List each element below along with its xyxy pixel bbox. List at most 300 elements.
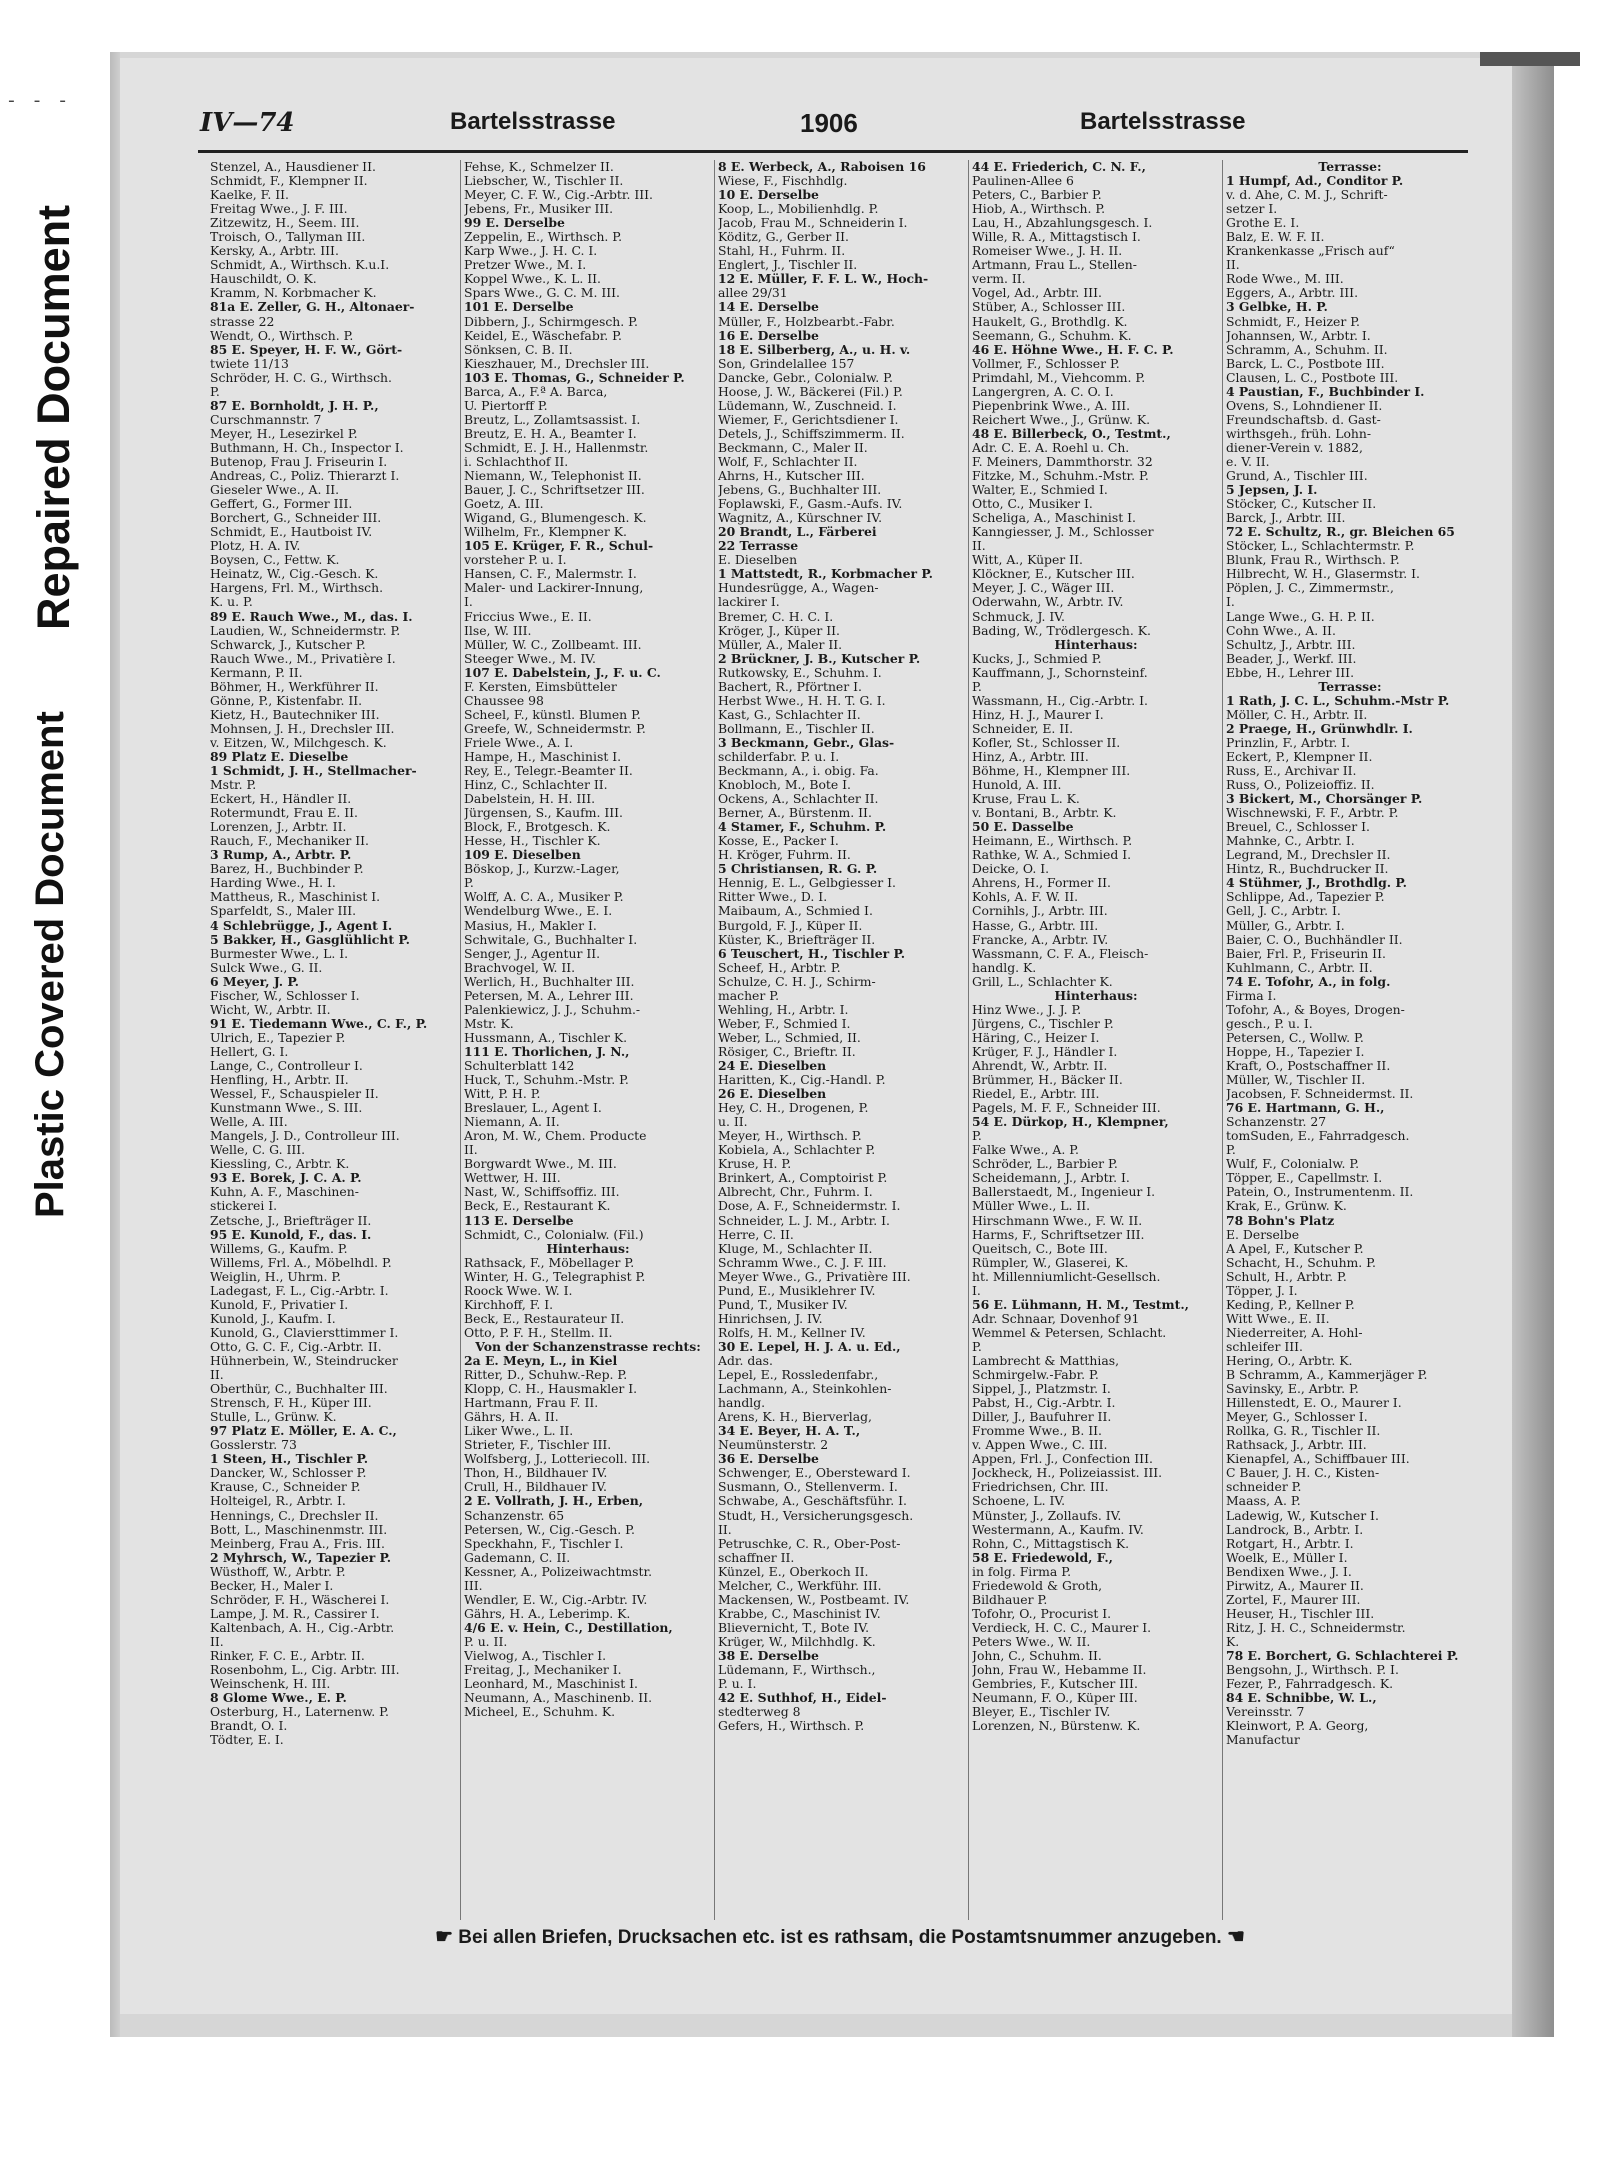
- directory-entry: Becker, H., Maler I.: [210, 1578, 334, 1593]
- directory-entry: Bildhauer P.: [972, 1592, 1048, 1607]
- directory-entry: Kluge, M., Schlachter II.: [718, 1241, 873, 1256]
- directory-entry: II.: [972, 539, 986, 554]
- directory-entry: Gosslerstr. 73: [210, 1438, 297, 1453]
- directory-entry: ht. Millenniumlicht-Gesellsch.: [972, 1269, 1161, 1284]
- directory-entry: Kleinwort, P. A. Georg,: [1226, 1719, 1369, 1734]
- directory-entry: Goetz, A. III.: [464, 497, 544, 512]
- directory-entry: Beader, J., Werkf. III.: [1226, 651, 1357, 666]
- directory-entry: Klopp, C. H., Hausmakler I.: [464, 1382, 638, 1397]
- directory-entry: Borgwardt Wwe., M. III.: [464, 1157, 617, 1172]
- directory-entry: John, C., Schuhm. II.: [972, 1648, 1102, 1663]
- directory-entry: Hoppe, H., Tapezier I.: [1226, 1044, 1365, 1059]
- directory-entry: Hinz, A., Arbtr. III.: [972, 749, 1089, 764]
- directory-entry: Haukelt, G., Brothdlg. K.: [972, 314, 1128, 329]
- directory-entry: Block, F., Brotgesch. K.: [464, 820, 611, 835]
- directory-entry: Weber, F., Schmied I.: [718, 1016, 851, 1031]
- directory-entry: Otto, C., Musiker I.: [972, 497, 1093, 512]
- directory-entry: Schmidt, C., Colonialw. (Fil.): [464, 1227, 644, 1242]
- directory-entry: Diller, J., Baufuhrer II.: [972, 1410, 1112, 1425]
- directory-entry: I.: [972, 1283, 981, 1298]
- directory-entry: 8 Glome Wwe., E. P.: [210, 1691, 347, 1706]
- directory-entry: Barca, A., F.ª A. Barca,: [464, 384, 608, 399]
- directory-entry: 89 E. Rauch Wwe., M., das. I.: [210, 609, 413, 624]
- directory-entry: III.: [464, 1578, 483, 1593]
- directory-entry: Hennig, E. L., Gelbgiesser I.: [718, 876, 896, 891]
- directory-entry: Ahrns, H., Kutscher III.: [718, 469, 865, 484]
- directory-entry: Patein, O., Instrumentenm. II.: [1226, 1185, 1414, 1200]
- directory-entry: Hansen, C. F., Malermstr. I.: [464, 567, 637, 582]
- directory-entry: Westermann, A., Kaufm. IV.: [972, 1522, 1144, 1537]
- directory-entry: Kienapfel, A., Schiffbauer III.: [1226, 1452, 1410, 1467]
- directory-entry: Liebscher, W., Tischler II.: [464, 174, 624, 189]
- directory-entry: 89 Platz E. Dieselbe: [210, 749, 349, 764]
- directory-entry: Neumann, F. O., Küper III.: [972, 1691, 1138, 1706]
- directory-entry: Wassmann, H., Cig.-Arbtr. I.: [972, 693, 1148, 708]
- directory-entry: Mstr. P.: [210, 778, 257, 793]
- directory-entry: Strieter, F., Tischler III.: [464, 1438, 612, 1453]
- directory-entry: Nast, W., Schiffsoffiz. III.: [464, 1185, 620, 1200]
- directory-entry: H. Kröger, Fuhrm. II.: [718, 848, 851, 863]
- directory-entry: Adr. das.: [718, 1353, 773, 1368]
- directory-entry: Manufactur: [1226, 1733, 1300, 1748]
- directory-entry: Herbst Wwe., H. H. T. G. I.: [718, 693, 886, 708]
- directory-entry: 4 Paustian, F., Buchbinder I.: [1226, 384, 1425, 399]
- directory-entry: Kunold, J., Kaufm. I.: [210, 1311, 336, 1326]
- directory-entry: Legrand, M., Drechsler II.: [1226, 848, 1391, 863]
- directory-entry: tomSuden, E., Fahrradgesch.: [1226, 1129, 1410, 1144]
- directory-entry: K. u. P.: [210, 595, 253, 610]
- directory-entry: 20 Brandt, L., Färberei: [718, 525, 877, 540]
- directory-entry: I.: [464, 595, 473, 610]
- directory-entry: Brümmer, H., Bäcker II.: [972, 1073, 1123, 1088]
- directory-entry: Barck, J., Arbtr. III.: [1226, 511, 1346, 526]
- directory-entry: 54 E. Dürkop, H., Klempner,: [972, 1115, 1169, 1130]
- directory-entry: 103 E. Thomas, G., Schneider P.: [464, 370, 685, 385]
- directory-entry: setzer I.: [1226, 202, 1278, 217]
- directory-entry: B Schramm, A., Kammerjäger P.: [1226, 1368, 1428, 1383]
- directory-entry: Ballerstaedt, M., Ingenieur I.: [972, 1185, 1156, 1200]
- directory-entry: Wicht, W., Arbtr. II.: [210, 1002, 331, 1017]
- directory-entry: Mohnsen, J. H., Drechsler III.: [210, 721, 395, 736]
- directory-entry: Meyer, G., Schlosser I.: [1226, 1410, 1368, 1425]
- directory-entry: handlg. K.: [972, 960, 1037, 975]
- directory-entry: 2 Brückner, J. B., Kutscher P.: [718, 651, 921, 666]
- directory-entry: v. Bontani, B., Arbtr. K.: [972, 806, 1117, 821]
- directory-entry: Harms, F., Schriftsetzer III.: [972, 1227, 1145, 1242]
- directory-entry: Hilbrecht, W. H., Glasermstr. I.: [1226, 567, 1420, 582]
- footer-notice: [300, 1924, 1380, 1949]
- directory-entry: Breutz, E. H. A., Beamter I.: [464, 426, 637, 441]
- directory-entry: Sparfeldt, S., Maler III.: [210, 904, 357, 919]
- directory-entry: 38 E. Derselbe: [718, 1648, 819, 1663]
- directory-entry: 101 E. Derselbe: [464, 300, 574, 315]
- directory-entry: Kieszhauer, M., Drechsler III.: [464, 356, 650, 371]
- directory-entry: Petruschke, C. R., Ober-Post-: [718, 1536, 901, 1551]
- directory-entry: Rohn, C., Mittagstisch K.: [972, 1536, 1130, 1551]
- directory-entry: Neumünsterstr. 2: [718, 1438, 829, 1453]
- directory-entry: Pund, T., Musiker IV.: [718, 1297, 848, 1312]
- directory-entry: Schmidt, A., Wirthsch. K.u.I.: [210, 258, 390, 273]
- directory-entry: Vielwog, A., Tischler I.: [464, 1648, 607, 1663]
- directory-entry: Freundschaftsb. d. Gast-: [1226, 412, 1381, 427]
- directory-entry: Bachert, R., Pförtner I.: [718, 679, 862, 694]
- directory-entry: Friele Wwe., A. I.: [464, 735, 574, 750]
- directory-entry: Francke, A., Arbtr. IV.: [972, 932, 1109, 947]
- directory-entry: Schramm, A., Schuhm. II.: [1226, 342, 1388, 357]
- directory-entry: Schultz, J., Arbtr. III.: [1226, 637, 1356, 652]
- directory-entry: Wigand, G., Blumengesch. K.: [464, 511, 647, 526]
- directory-entry: Grothe E. I.: [1226, 216, 1300, 231]
- directory-entry: 34 E. Beyer, H. A. T.,: [718, 1424, 861, 1439]
- directory-entry: Masius, H., Makler I.: [464, 918, 597, 933]
- directory-entry: Müller, G., Arbtr. I.: [1226, 918, 1345, 933]
- directory-entry: Woelk, E., Müller I.: [1226, 1550, 1348, 1565]
- directory-entry: Clausen, L. C., Postbote III.: [1226, 370, 1399, 385]
- directory-entry: Aron, M. W., Chem. Producte: [464, 1129, 647, 1144]
- directory-entry: Herre, C. II.: [718, 1227, 794, 1242]
- directory-entry: Riedel, E., Arbtr. III.: [972, 1087, 1100, 1102]
- directory-entry: K.: [1226, 1634, 1240, 1649]
- directory-entry: Töpper, J. I.: [1226, 1283, 1298, 1298]
- column-divider: [714, 160, 715, 1920]
- directory-entry: Hinrichsen, J. IV.: [718, 1311, 823, 1326]
- directory-entry: stedterweg 8: [718, 1705, 801, 1720]
- directory-entry: i. Schlachthof II.: [464, 454, 569, 469]
- directory-entry: Beckmann, A., i. obig. Fa.: [718, 764, 879, 779]
- directory-entry: Lorenzen, J., Arbtr. II.: [210, 820, 347, 835]
- directory-entry: Gönne, P., Kistenfabr. II.: [210, 693, 363, 708]
- directory-entry: Terrasse:: [1318, 160, 1382, 174]
- directory-entry: Tofohr, A., & Boyes, Drogen-: [1226, 1002, 1405, 1017]
- directory-entry: 74 E. Tofohr, A., in folg.: [1226, 974, 1391, 989]
- directory-entry: Künzel, E., Oberkoch II.: [718, 1564, 869, 1579]
- directory-entry: Adr. C. E. A. Roehl u. Ch.: [972, 440, 1130, 455]
- directory-entry: Susmann, O., Stellenverm. I.: [718, 1480, 898, 1495]
- directory-entry: Wessel, F., Schauspieler II.: [210, 1087, 379, 1102]
- directory-entry: Schanzenstr. 65: [464, 1508, 565, 1523]
- directory-entry: Rathke, W. A., Schmied I.: [972, 848, 1132, 863]
- page-right-edge: [1512, 52, 1554, 2037]
- directory-entry: Schanzenstr. 27: [1226, 1115, 1327, 1130]
- directory-entry: 5 Jepsen, J. I.: [1226, 483, 1318, 498]
- directory-entry: Studt, H., Versicherungsgesch.: [718, 1508, 914, 1523]
- directory-entry: Lampe, J. M. R., Cassirer I.: [210, 1606, 380, 1621]
- directory-entry: Lambrecht & Matthias,: [972, 1353, 1120, 1368]
- directory-entry: stickerei I.: [210, 1199, 278, 1214]
- directory-entry: Johannsen, W., Arbtr. I.: [1226, 328, 1371, 343]
- directory-entry: Wendler, E. W., Cig.-Arbtr. IV.: [464, 1592, 648, 1607]
- directory-entry: Müller, F., Holzbearbt.-Fabr.: [718, 314, 895, 329]
- directory-entry: Krak, E., Grünw. K.: [1226, 1199, 1347, 1214]
- directory-entry: Sulck Wwe., G. II.: [210, 960, 323, 975]
- directory-entry: Chaussee 98: [464, 693, 544, 708]
- directory-entry: Hillenstedt, E. O., Maurer I.: [1226, 1396, 1402, 1411]
- directory-entry: Queitsch, C., Bote III.: [972, 1241, 1108, 1256]
- directory-entry: v. d. Ahe, C. M. J., Schrift-: [1226, 188, 1388, 203]
- directory-entry: Niederreiter, A. Hohl-: [1226, 1325, 1363, 1340]
- directory-entry: Kietz, H., Bautechniker III.: [210, 707, 380, 722]
- directory-entry: Scheidemann, J., Arbtr. I.: [972, 1171, 1130, 1186]
- directory-entry: Barez, H., Buchbinder P.: [210, 862, 364, 877]
- directory-entry: Lange Wwe., G. H. P. II.: [1226, 609, 1375, 624]
- directory-entry: Schoene, L. IV.: [972, 1494, 1066, 1509]
- directory-entry: Plotz, H. A. IV.: [210, 539, 301, 554]
- directory-entry: 76 E. Hartmann, G. H.,: [1226, 1101, 1385, 1116]
- directory-entry: Petersen, C., Wollw. P.: [1226, 1030, 1364, 1045]
- directory-entry: Schwabe, A., Geschäftsführ. I.: [718, 1494, 907, 1509]
- directory-entry: Mangels, J. D., Controlleur III.: [210, 1129, 400, 1144]
- directory-entry: Hundesrügge, A., Wagen-: [718, 581, 879, 596]
- directory-entry: Maler- und Lackirer-Innung,: [464, 581, 644, 596]
- directory-entry: Maibaum, A., Schmied I.: [718, 904, 873, 919]
- directory-entry: Ahrendt, W., Arbtr. II.: [972, 1059, 1108, 1073]
- directory-entry: u. II.: [718, 1115, 748, 1130]
- directory-entry: 1 Schmidt, J. H., Stellmacher-: [210, 764, 417, 779]
- directory-entry: Hühnerbein, W., Steindrucker: [210, 1353, 398, 1368]
- directory-entry: Bendixen Wwe., J. I.: [1226, 1564, 1352, 1579]
- directory-entry: Schneider, E. II.: [972, 721, 1074, 736]
- directory-entry: Greefe, W., Schneidermstr. P.: [464, 721, 646, 736]
- directory-entry: Primdahl, M., Viehcomm. P.: [972, 370, 1146, 385]
- column-divider: [968, 160, 969, 1920]
- directory-entry: Wolf, F., Schlachter II.: [718, 454, 858, 469]
- directory-entry: E. Dieselben: [718, 553, 798, 568]
- directory-entry: Paulinen-Allee 6: [972, 174, 1074, 189]
- directory-entry: Hirschmann Wwe., F. W. II.: [972, 1213, 1143, 1228]
- directory-entry: Hampe, H., Maschinist I.: [464, 749, 622, 764]
- pointing-hand-right-icon: ☚: [1227, 1926, 1245, 1948]
- directory-entry: 1 Mattstedt, R., Korbmacher P.: [718, 567, 933, 582]
- directory-entry: Wemmel & Petersen, Schlacht.: [972, 1325, 1167, 1340]
- directory-entry: Jürgens, C., Tischler P.: [972, 1016, 1114, 1031]
- directory-entry: Otto, P. F. H., Stellm. II.: [464, 1325, 613, 1340]
- directory-entry: Wiese, F., Fischhdlg.: [718, 174, 848, 189]
- directory-entry: Ulrich, E., Tapezier P.: [210, 1030, 346, 1045]
- side-label-plastic: Plastic Covered Document: [28, 711, 72, 1218]
- directory-entry: Heuser, H., Tischler III.: [1226, 1606, 1375, 1621]
- directory-entry: 2 Myhrsch, W., Tapezier P.: [210, 1550, 392, 1565]
- directory-entry: schilderfabr. P. u. I.: [718, 749, 840, 764]
- directory-entry: Rolfs, H. M., Kellner IV.: [718, 1325, 866, 1340]
- directory-entry: Bauer, J. C., Schriftsetzer III.: [464, 483, 645, 498]
- directory-entry: Wolfsberg, J., Lotteriecoll. III.: [464, 1452, 651, 1467]
- directory-entry: Foplawski, F., Gasm.-Aufs. IV.: [718, 497, 903, 512]
- directory-entry: Roock Wwe. W. I.: [464, 1283, 573, 1298]
- directory-entry: Hinterhaus:: [1054, 988, 1138, 1003]
- directory-entry: Wassmann, C. F. A., Fleisch-: [972, 946, 1149, 961]
- directory-entry: 95 E. Kunold, F., das. I.: [210, 1227, 372, 1242]
- directory-entry: Freitag, J., Mechaniker I.: [464, 1663, 622, 1678]
- directory-entry: Rauch, F., Mechaniker II.: [210, 834, 369, 849]
- directory-entry: Koppel Wwe., K. L. II.: [464, 272, 601, 287]
- directory-entry: Ritter, D., Schuhw.-Rep. P.: [464, 1368, 628, 1383]
- directory-entry: Weber, L., Schmied, II.: [718, 1030, 861, 1045]
- page-corner-tab: [1480, 52, 1580, 66]
- directory-entry: Hoose, J. W., Bäckerei (Fil.) P.: [718, 384, 903, 399]
- directory-entry: Landrock, B., Arbtr. I.: [1226, 1522, 1364, 1537]
- directory-entry: 5 Christiansen, R. G. P.: [718, 862, 878, 877]
- directory-entry: Jockheck, H., Polizeiassist. III.: [972, 1466, 1163, 1481]
- directory-entry: Kanngiesser, J. M., Schlosser: [972, 525, 1154, 540]
- directory-entry: Dancker, W., Schlosser P.: [210, 1466, 367, 1481]
- directory-entry: Rode Wwe., M. III.: [1226, 272, 1344, 287]
- directory-entry: 24 E. Dieselben: [718, 1059, 827, 1073]
- directory-entry: Schwenger, E., Obersteward I.: [718, 1466, 911, 1481]
- directory-entry: Baier, C. O., Buchhändler II.: [1226, 932, 1403, 947]
- directory-entry: Pirwitz, A., Maurer II.: [1226, 1578, 1364, 1593]
- directory-entry: Schmirgelw.-Fabr. P.: [972, 1368, 1099, 1383]
- directory-entry: Kuhlmann, C., Arbtr. II.: [1226, 960, 1373, 975]
- directory-entry: Köditz, G., Gerber II.: [718, 230, 849, 245]
- directory-entry: Piepenbrink Wwe., A. III.: [972, 398, 1131, 413]
- directory-column-3: [718, 160, 966, 1733]
- directory-entry: Oderwahn, W., Arbtr. IV.: [972, 595, 1124, 610]
- directory-entry: Harding Wwe., H. I.: [210, 876, 336, 891]
- directory-entry: 72 E. Schultz, R., gr. Bleichen 65: [1226, 525, 1455, 540]
- directory-entry: Beck, E., Restaurateur II.: [464, 1311, 625, 1326]
- directory-entry: Böhmer, H., Werkführer II.: [210, 679, 379, 694]
- directory-entry: Ebbe, H., Lehrer III.: [1226, 665, 1355, 680]
- directory-entry: Kuhn, A. F., Maschinen-: [210, 1185, 359, 1200]
- directory-entry: II.: [210, 1368, 224, 1383]
- side-label-strip: [0, 0, 110, 2177]
- page-number: IV—74: [200, 108, 295, 138]
- directory-entry: Rinker, F. C. E., Arbtr. II.: [210, 1648, 365, 1663]
- directory-entry: E. Derselbe: [1226, 1227, 1300, 1242]
- directory-entry: Müller, W. C., Zollbeamt. III.: [464, 637, 642, 652]
- column-divider: [460, 160, 461, 1920]
- directory-entry: Petersen, W., Cig.-Gesch. P.: [464, 1522, 635, 1537]
- directory-entry: Ritz, J. H. C., Schneidermstr.: [1226, 1620, 1406, 1635]
- directory-entry: F. Kersten, Eimsbütteler: [464, 679, 617, 694]
- directory-entry: Kruse, H. P.: [718, 1157, 792, 1172]
- directory-entry: Ovens, S., Lohndiener II.: [1226, 398, 1383, 413]
- directory-entry: Bott, L., Maschinenmstr. III.: [210, 1522, 388, 1537]
- directory-entry: Rotermundt, Frau E. II.: [210, 806, 358, 821]
- directory-entry: Fischer, W., Schlosser I.: [210, 988, 360, 1003]
- directory-entry: diener-Verein v. 1882,: [1226, 440, 1363, 455]
- directory-entry: Ladegast, F. L., Cig.-Arbtr. I.: [210, 1283, 389, 1298]
- directory-entry: Kucks, J., Schmied P.: [972, 651, 1102, 666]
- directory-entry: Weiglin, H., Uhrm. P.: [210, 1269, 342, 1284]
- directory-entry: Hintz, R., Buchdrucker II.: [1226, 862, 1389, 877]
- directory-entry: Neumann, A., Maschinenb. II.: [464, 1691, 653, 1706]
- directory-entry: Curschmannstr. 7: [210, 412, 322, 427]
- directory-entry: Steeger Wwe., M. IV.: [464, 651, 596, 666]
- directory-entry: 42 E. Suthhof, H., Eidel-: [718, 1691, 887, 1706]
- directory-entry: schaffner II.: [718, 1550, 795, 1565]
- directory-entry: handlg.: [718, 1396, 766, 1411]
- directory-entry: 3 Beckmann, Gebr., Glas-: [718, 735, 895, 750]
- directory-entry: 56 E. Lühmann, H. M., Testmt.,: [972, 1297, 1189, 1312]
- directory-entry: Sippel, J., Platzmstr. I.: [972, 1382, 1111, 1397]
- directory-entry: in folg. Firma P.: [972, 1564, 1072, 1579]
- directory-entry: P.: [464, 876, 474, 891]
- directory-entry: Breutz, L., Zollamtsassist. I.: [464, 412, 641, 427]
- directory-entry: 26 E. Dieselben: [718, 1087, 827, 1102]
- directory-entry: 16 E. Derselbe: [718, 328, 819, 343]
- directory-entry: Lange, C., Controlleur I.: [210, 1059, 363, 1073]
- page-header: [200, 108, 1470, 144]
- directory-entry: Wille, R. A., Mittagstisch I.: [972, 230, 1141, 245]
- directory-entry: Willems, G., Kaufm. P.: [210, 1241, 348, 1256]
- directory-entry: Rauch Wwe., M., Privatière I.: [210, 651, 396, 666]
- directory-entry: Kast, G., Schlachter II.: [718, 707, 861, 722]
- directory-entry: 109 E. Dieselben: [464, 848, 581, 863]
- directory-entry: Fromme Wwe., B. II.: [972, 1424, 1102, 1439]
- directory-entry: Krabbe, C., Maschinist IV.: [718, 1606, 881, 1621]
- directory-entry: Huck, T., Schuhm.-Mstr. P.: [464, 1073, 629, 1088]
- directory-entry: Kunold, G., Claviersttimmer I.: [210, 1325, 399, 1340]
- directory-entry: 99 E. Derselbe: [464, 216, 565, 231]
- directory-entry: Peters, C., Barbier P.: [972, 188, 1102, 203]
- directory-entry: 3 Gelbke, H. P.: [1226, 300, 1328, 315]
- directory-entry: Baier, Frl. P., Friseurin II.: [1226, 946, 1386, 961]
- directory-entry: Tofohr, O., Procurist I.: [972, 1606, 1112, 1621]
- directory-entry: Berner, A., Bürstenm. II.: [718, 806, 872, 821]
- directory-entry: Lüdemann, F., Wirthsch.,: [718, 1663, 876, 1678]
- directory-entry: Schulterblatt 142: [464, 1059, 575, 1073]
- directory-entry: Zeppelin, E., Wirthsch. P.: [464, 230, 623, 245]
- side-label-repaired: Repaired Document: [28, 204, 79, 630]
- directory-entry: Jacobsen, F. Schneidermst. II.: [1226, 1087, 1414, 1102]
- directory-entry: Ockens, A., Schlachter II.: [718, 792, 879, 807]
- directory-entry: 4 Schlebrügge, J., Agent I.: [210, 918, 393, 933]
- directory-entry: Senger, J., Agentur II.: [464, 946, 601, 961]
- directory-entry: Hasse, G., Arbtr. III.: [972, 918, 1099, 933]
- directory-entry: 84 E. Schnibbe, W. L.,: [1226, 1691, 1377, 1706]
- directory-entry: Pagels, M. F. F., Schneider III.: [972, 1101, 1161, 1116]
- directory-entry: 3 Rump, A., Arbtr. P.: [210, 848, 352, 863]
- directory-entry: Vogel, Ad., Arbtr. III.: [972, 286, 1102, 301]
- directory-entry: 22 Terrasse: [718, 539, 799, 554]
- directory-entry: Schneider, L. J. M., Arbtr. I.: [718, 1213, 890, 1228]
- directory-entry: Russ, E., Archivar II.: [1226, 764, 1357, 779]
- directory-entry: Hiob, A., Wirthsch. P.: [972, 202, 1106, 217]
- directory-entry: Schmidt, F., Heizer P.: [1226, 314, 1360, 329]
- directory-entry: Friccius Wwe., E. II.: [464, 609, 592, 624]
- directory-entry: Jacob, Frau M., Schneiderin I.: [718, 216, 908, 231]
- directory-entry: Gährs, H. A. II.: [464, 1410, 559, 1425]
- directory-entry: Freitag Wwe., J. F. III.: [210, 202, 348, 217]
- directory-entry: Welle, A. III.: [210, 1115, 288, 1130]
- directory-entry: Falke Wwe., A. P.: [972, 1143, 1079, 1158]
- directory-entry: Ilse, W. III.: [464, 623, 532, 638]
- directory-entry: Kröger, J., Küper II.: [718, 623, 840, 638]
- directory-entry: Prinzlin, F., Arbtr. I.: [1226, 735, 1351, 750]
- directory-entry: P. u. I.: [718, 1677, 757, 1692]
- directory-entry: I.: [1226, 595, 1235, 610]
- directory-entry: Englert, J., Tischler II.: [718, 258, 858, 273]
- directory-entry: Witt, P. H. P.: [464, 1087, 541, 1102]
- directory-entry: Osterburg, H., Laternenw. P.: [210, 1705, 389, 1720]
- directory-entry: Heimann, E., Wirthsch. P.: [972, 834, 1133, 849]
- directory-entry: Jürgensen, S., Kaufm. III.: [464, 806, 623, 821]
- directory-entry: C Bauer, J. H. C., Kisten-: [1226, 1466, 1380, 1481]
- directory-entry: Zortel, F., Maurer III.: [1226, 1592, 1361, 1607]
- directory-entry: Wiemer, F., Gerichtsdiener I.: [718, 412, 899, 427]
- directory-entry: Firma I.: [1226, 988, 1277, 1003]
- directory-entry: Eggers, A., Arbtr. III.: [1226, 286, 1359, 301]
- directory-entry: Stüber, A., Schlosser III.: [972, 300, 1126, 315]
- directory-entry: Eckert, H., Händler II.: [210, 792, 352, 807]
- directory-entry: Breslauer, L., Agent I.: [464, 1101, 602, 1116]
- directory-entry: Münster, J., Zollaufs. IV.: [972, 1508, 1122, 1523]
- directory-entry: Tödter, E. I.: [210, 1733, 284, 1748]
- directory-entry: Thon, H., Bildhauer IV.: [464, 1466, 608, 1481]
- directory-entry: Kauffmann, J., Schornsteinf.: [972, 665, 1148, 680]
- directory-entry: Witt Wwe., E. II.: [1226, 1311, 1330, 1326]
